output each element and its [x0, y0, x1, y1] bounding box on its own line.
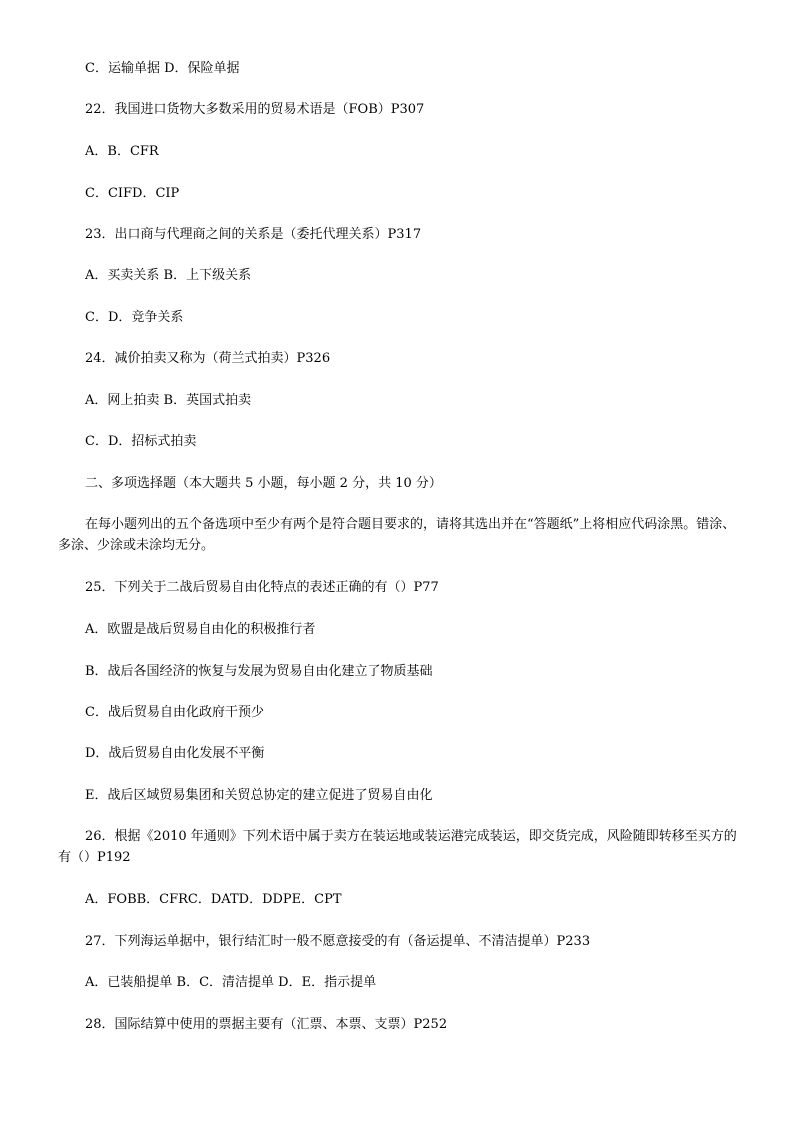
option-line-23-ab: A．买卖关系 B．上下级关系: [85, 268, 252, 283]
option-25-b: B．战后各国经济的恢复与发展为贸易自由化建立了物质基础: [85, 664, 433, 679]
option-line-23-cd: C．D．竞争关系: [85, 310, 184, 325]
question-22: 22．我国进口货物大多数采用的贸易术语是（FOB）P307: [85, 102, 425, 117]
option-line-21-cd: C．运输单据 D．保险单据: [85, 61, 240, 76]
option-25-c: C．战后贸易自由化政府干预少: [85, 705, 264, 720]
question-26: 26．根据《2010 年通则》下列术语中属于卖方在装运地或装运港完成装运，即交货完成，风险随即转移至买方的有（）P192: [58, 829, 737, 865]
question-23: 23．出口商与代理商之间的关系是（委托代理关系）P317: [85, 227, 422, 242]
question-28: 28．国际结算中使用的票据主要有（汇票、本票、支票）P252: [85, 1017, 448, 1032]
option-25-d: D．战后贸易自由化发展不平衡: [85, 746, 265, 761]
question-27: 27．下列海运单据中，银行结汇时一般不愿意接受的有（备运提单、不清洁提单）P233: [85, 934, 591, 949]
option-line-24-cd: C．D．招标式拍卖: [85, 434, 197, 449]
option-line-27: A．已装船提单 B．C．清洁提单 D．E．指示提单: [85, 975, 377, 990]
option-25-e: E．战后区域贸易集团和关贸总协定的建立促进了贸易自由化: [85, 788, 433, 803]
option-line-26: A．FOBB．CFRC．DATD．DDPE．CPT: [85, 892, 342, 907]
option-25-a: A．欧盟是战后贸易自由化的积极推行者: [85, 622, 316, 637]
section-instructions: 在每小题列出的五个备选项中至少有两个是符合题目要求的，请将其选出并在“答题纸”上将相应代码涂黑。错涂、多涂、少涂或未涂均无分。: [58, 517, 736, 553]
option-line-24-ab: A．网上拍卖 B．英国式拍卖: [85, 393, 252, 408]
option-line-22-ab: A．B．CFR: [85, 144, 159, 159]
question-24: 24．减价拍卖又称为（荷兰式拍卖）P326: [85, 351, 331, 366]
question-25: 25．下列关于二战后贸易自由化特点的表述正确的有（）P77: [85, 580, 439, 595]
option-line-22-cd: C．CIFD．CIP: [85, 186, 180, 201]
section-heading-multiple-choice: 二、多项选择题（本大题共 5 小题，每小题 2 分，共 10 分）: [85, 476, 442, 491]
